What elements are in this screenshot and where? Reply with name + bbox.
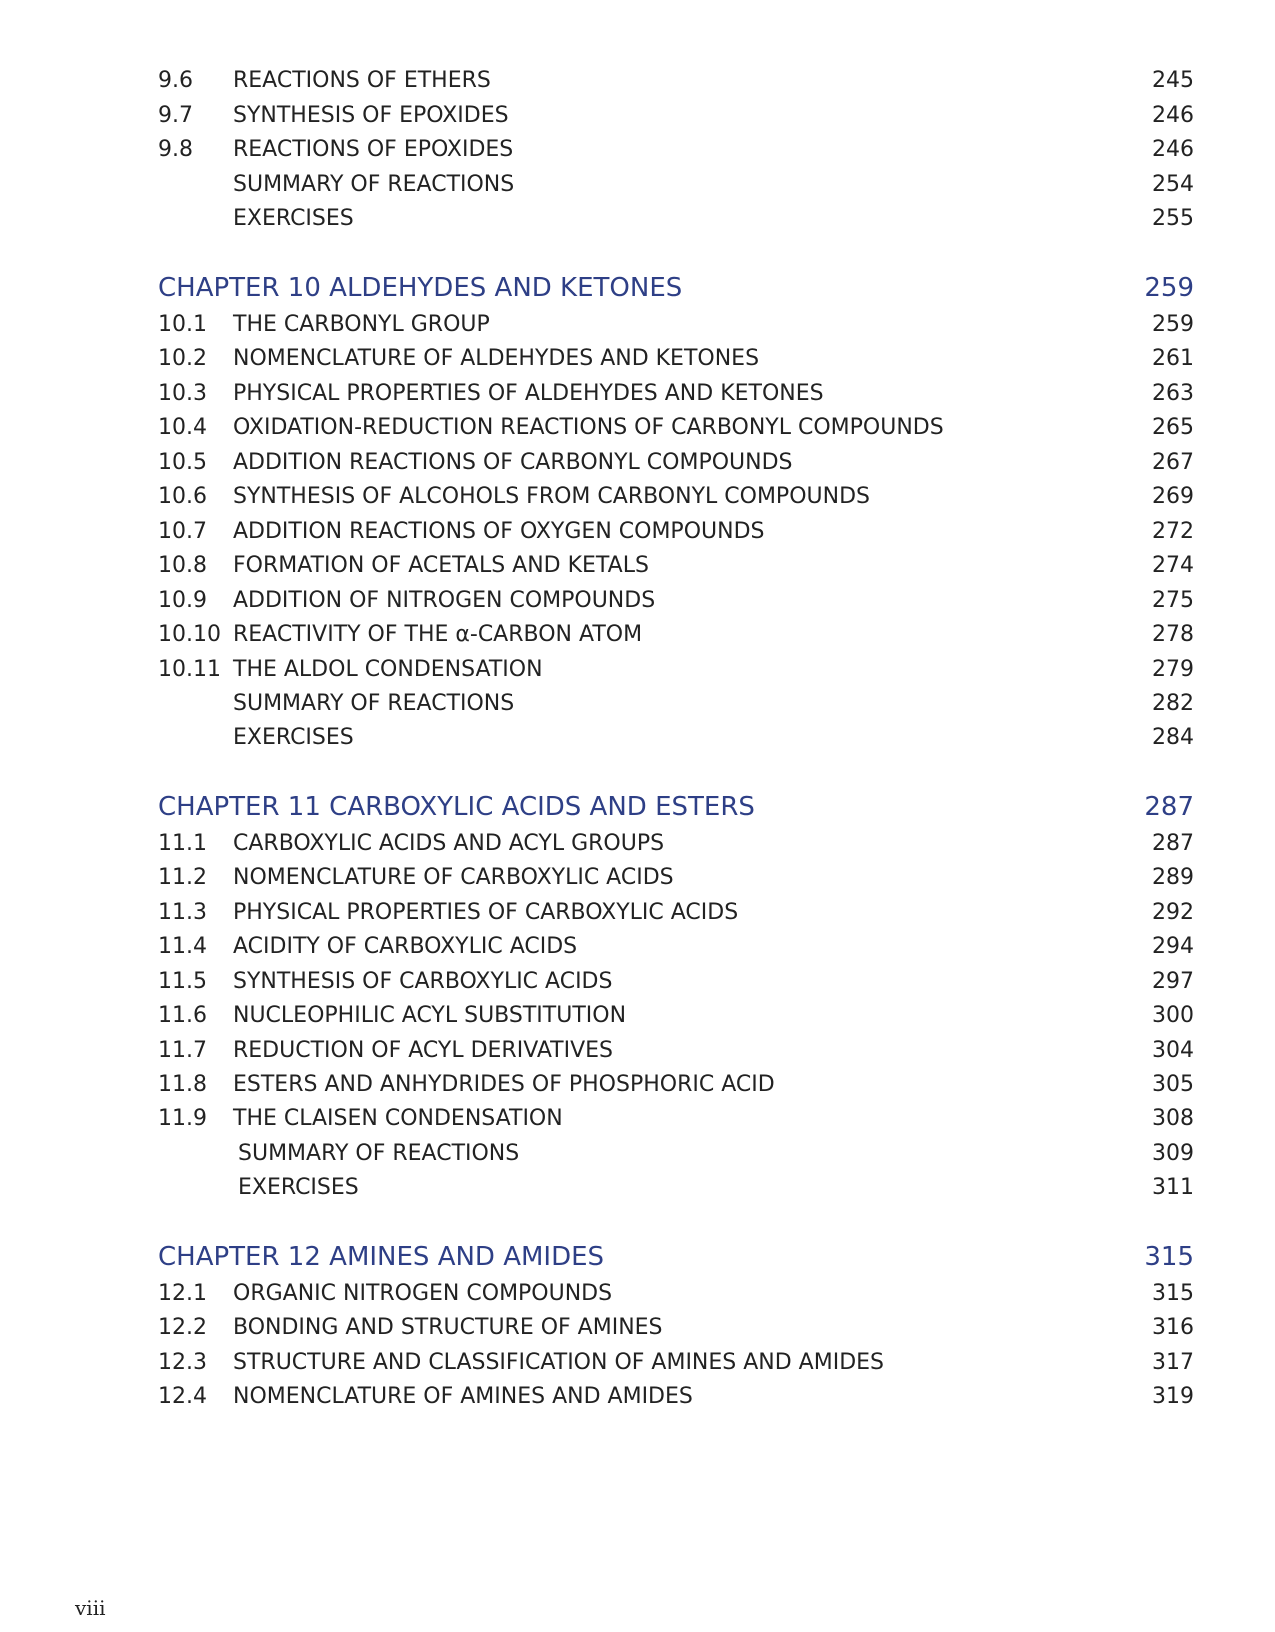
page-number-folio: viii [75,1596,106,1620]
toc-page-number: 297 [1152,969,1194,994]
toc-section-title: STRUCTURE AND CLASSIFICATION OF AMINES AND AMIDES [233,1350,885,1375]
toc-chapter-heading [0,790,1275,824]
toc-section-title: REACTIONS OF ETHERS [233,68,491,93]
toc-chapter-title: CHAPTER 11 CARBOXYLIC ACIDS AND ESTERS [158,792,755,822]
toc-entry [0,308,1275,342]
toc-section-number: 10.9 [158,588,207,613]
toc-page-number: 269 [1152,484,1194,509]
toc-entry [0,411,1275,445]
toc-page-number: 315 [1144,1242,1194,1272]
toc-page-number: 272 [1152,519,1194,544]
toc-entry [0,377,1275,411]
toc-section-title: PHYSICAL PROPERTIES OF ALDEHYDES AND KETONES [233,381,824,406]
toc-section-title: OXIDATION-REDUCTION REACTIONS OF CARBONYL COMPOUNDS [233,415,944,440]
toc-section-title: SUMMARY OF REACTIONS [233,691,515,716]
toc-entry [0,930,1275,964]
toc-section-number: 10.11 [158,657,221,682]
toc-section-title: NOMENCLATURE OF AMINES AND AMIDES [233,1384,693,1409]
toc-section-title: ORGANIC NITROGEN COMPOUNDS [233,1281,613,1306]
toc-entry [0,202,1275,236]
toc-section-number: 12.3 [158,1350,207,1375]
toc-page-number: 294 [1152,934,1194,959]
toc-section-number: 12.4 [158,1384,207,1409]
toc-section-number: 10.8 [158,553,207,578]
toc-entry [0,1102,1275,1136]
toc-entry [0,1068,1275,1102]
toc-section-number: 10.7 [158,519,207,544]
toc-section-title: EXERCISES [233,206,354,231]
toc-section-number: 9.6 [158,68,193,93]
toc-entry [0,1171,1275,1205]
toc-page-number: 315 [1152,1281,1194,1306]
toc-entry [0,687,1275,721]
toc-page-number: 287 [1144,792,1194,822]
toc-section-title: SYNTHESIS OF EPOXIDES [233,103,509,128]
toc-section-title: NOMENCLATURE OF CARBOXYLIC ACIDS [233,865,674,890]
toc-section-number: 10.4 [158,415,207,440]
toc-section-number: 9.8 [158,137,193,162]
toc-page-number: 282 [1152,691,1194,716]
toc-section-title: THE CARBONYL GROUP [233,312,490,337]
toc-chapter-title: CHAPTER 10 ALDEHYDES AND KETONES [158,273,683,303]
toc-section-number: 11.1 [158,831,207,856]
toc-section-title: SUMMARY OF REACTIONS [238,1141,520,1166]
toc-section-title: THE CLAISEN CONDENSATION [233,1106,563,1131]
toc-page-number: 274 [1152,553,1194,578]
toc-section-title: PHYSICAL PROPERTIES OF CARBOXYLIC ACIDS [233,900,739,925]
toc-section-title: ADDITION REACTIONS OF CARBONYL COMPOUNDS [233,450,793,475]
toc-entry [0,1311,1275,1345]
toc-section-title: BONDING AND STRUCTURE OF AMINES [233,1315,663,1340]
toc-entry [0,1137,1275,1171]
toc-entry [0,1277,1275,1311]
toc-page-number: 319 [1152,1384,1194,1409]
toc-section-number: 10.6 [158,484,207,509]
toc-page-number: 287 [1152,831,1194,856]
toc-page-number: 255 [1152,206,1194,231]
toc-section-title: REACTIONS OF EPOXIDES [233,137,514,162]
toc-entry [0,1380,1275,1414]
toc-chapter-heading [0,271,1275,305]
toc-section-title: CARBOXYLIC ACIDS AND ACYL GROUPS [233,831,665,856]
toc-section-number: 12.1 [158,1281,207,1306]
toc-page-number: 246 [1152,137,1194,162]
toc-entry [0,168,1275,202]
toc-entry [0,827,1275,861]
toc-entry [0,480,1275,514]
toc-entry [0,549,1275,583]
toc-entry [0,999,1275,1033]
toc-section-number: 12.2 [158,1315,207,1340]
toc-section-number: 11.9 [158,1106,207,1131]
toc-section-number: 11.6 [158,1003,207,1028]
toc-page-number: 265 [1152,415,1194,440]
toc-entry [0,653,1275,687]
toc-page-number: 279 [1152,657,1194,682]
toc-entry [0,1034,1275,1068]
toc-section-title: NUCLEOPHILIC ACYL SUBSTITUTION [233,1003,627,1028]
toc-entry [0,896,1275,930]
toc-section-number: 11.7 [158,1038,207,1063]
toc-entry [0,861,1275,895]
toc-page-number: 305 [1152,1072,1194,1097]
toc-section-number: 9.7 [158,103,193,128]
toc-section-number: 10.3 [158,381,207,406]
toc-section-title: EXERCISES [238,1175,359,1200]
toc-section-title: REACTIVITY OF THE α-CARBON ATOM [233,622,643,647]
toc-page-number: 316 [1152,1315,1194,1340]
toc-entry [0,133,1275,167]
toc-page-number: 267 [1152,450,1194,475]
toc-section-number: 11.2 [158,865,207,890]
toc-page-number: 284 [1152,725,1194,750]
toc-entry [0,721,1275,755]
toc-entry [0,99,1275,133]
toc-page-number: 259 [1152,312,1194,337]
toc-page-number: 304 [1152,1038,1194,1063]
toc-entry [0,1346,1275,1380]
toc-section-number: 11.3 [158,900,207,925]
toc-section-number: 10.10 [158,622,221,647]
toc-section-number: 10.5 [158,450,207,475]
toc-page-number: 292 [1152,900,1194,925]
toc-entry [0,64,1275,98]
toc-page-number: 308 [1152,1106,1194,1131]
toc-section-number: 11.4 [158,934,207,959]
toc-section-title: THE ALDOL CONDENSATION [233,657,543,682]
toc-section-title: FORMATION OF ACETALS AND KETALS [233,553,649,578]
toc-page-number: 317 [1152,1350,1194,1375]
toc-section-number: 10.2 [158,346,207,371]
toc-page-number: 245 [1152,68,1194,93]
toc-section-number: 10.1 [158,312,207,337]
toc-page-number: 300 [1152,1003,1194,1028]
toc-section-number: 11.5 [158,969,207,994]
toc-section-title: SYNTHESIS OF CARBOXYLIC ACIDS [233,969,613,994]
toc-page-number: 259 [1144,273,1194,303]
toc-page-number: 311 [1152,1175,1194,1200]
toc-entry [0,342,1275,376]
toc-section-title: SYNTHESIS OF ALCOHOLS FROM CARBONYL COMPOUNDS [233,484,870,509]
toc-page-number: 261 [1152,346,1194,371]
toc-page-number: 278 [1152,622,1194,647]
toc-section-title: EXERCISES [233,725,354,750]
toc-entry [0,584,1275,618]
toc-section-title: REDUCTION OF ACYL DERIVATIVES [233,1038,614,1063]
toc-chapter-title: CHAPTER 12 AMINES AND AMIDES [158,1242,605,1272]
toc-section-title: NOMENCLATURE OF ALDEHYDES AND KETONES [233,346,760,371]
toc-section-title: ADDITION OF NITROGEN COMPOUNDS [233,588,656,613]
toc-entry [0,618,1275,652]
toc-entry [0,515,1275,549]
toc-page-number: 275 [1152,588,1194,613]
toc-page-number: 309 [1152,1141,1194,1166]
toc-page-number: 289 [1152,865,1194,890]
toc-page-number: 263 [1152,381,1194,406]
toc-section-title: ACIDITY OF CARBOXYLIC ACIDS [233,934,578,959]
toc-page-number: 246 [1152,103,1194,128]
toc-entry [0,965,1275,999]
toc-entry [0,446,1275,480]
toc-section-number: 11.8 [158,1072,207,1097]
toc-chapter-heading [0,1240,1275,1274]
toc-section-title: ADDITION REACTIONS OF OXYGEN COMPOUNDS [233,519,765,544]
toc-page-number: 254 [1152,172,1194,197]
toc-section-title: SUMMARY OF REACTIONS [233,172,515,197]
toc-section-title: ESTERS AND ANHYDRIDES OF PHOSPHORIC ACID [233,1072,775,1097]
